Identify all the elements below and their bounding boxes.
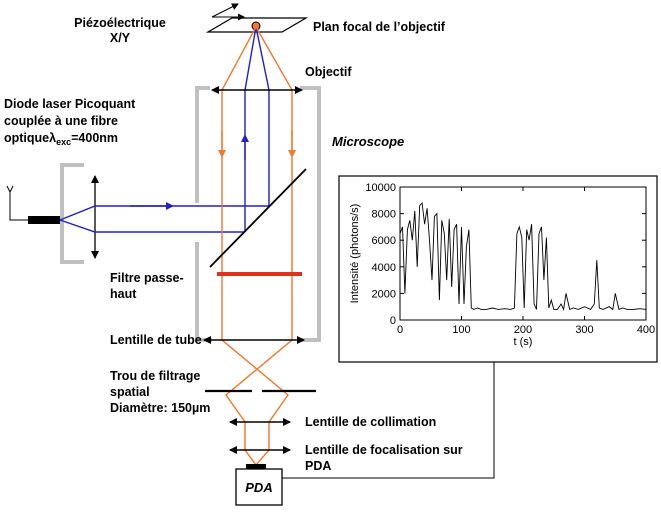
x-axis-label: t (s)	[513, 336, 533, 348]
pinhole-label-line1: Trou de filtrage	[110, 369, 201, 383]
diode-label-line3: optiqueλ$_{exc}$=400nm	[4, 131, 119, 147]
x-tick-label: 400	[636, 324, 656, 336]
objective-label: Objectif	[305, 65, 352, 79]
y-tick-label: 0	[389, 315, 396, 327]
x-tick-label: 200	[513, 324, 533, 336]
intensity-trace-panel	[339, 176, 657, 362]
filter-label-line2: haut	[110, 287, 137, 301]
fiber-coupler-housing	[62, 165, 84, 262]
y-tick-label: 8000	[371, 208, 396, 221]
y-tick-label: 2000	[371, 288, 396, 301]
x-tick-label: 100	[452, 324, 471, 336]
focusing-lens-label-line2: PDA	[305, 459, 332, 473]
focusing-lens-label-line1: Lentille de focalisation sur	[305, 443, 463, 457]
y-axis-label: Intensité (photons/s)	[349, 203, 361, 304]
emission-beam	[222, 27, 292, 465]
x-tick-label: 300	[575, 324, 594, 336]
y-tick-label: 10000	[365, 182, 396, 194]
focal-plane-label: Plan focal de l’objectif	[313, 20, 445, 34]
y-tick-label: 4000	[371, 261, 396, 274]
microscope-housing	[197, 88, 319, 340]
pda-detector	[236, 464, 282, 505]
pinhole-label-line2: spatial	[110, 385, 150, 399]
diode-label-line2: couplée à une fibre	[4, 114, 118, 128]
pinhole-label-line3: Diamètre: 150µm	[110, 401, 211, 415]
piezo-label-line1: Piézoélectrique	[74, 16, 166, 30]
pda-label: PDA	[245, 480, 273, 495]
y-tick-label: 6000	[371, 235, 396, 248]
diode-label-line1: Diode laser Picoquant	[4, 97, 136, 111]
tube-lens-label: Lentille de tube	[110, 333, 202, 347]
laser-beam	[60, 27, 269, 232]
collimation-lens-label: Lentille de collimation	[305, 415, 437, 429]
optical-fiber	[7, 186, 60, 224]
microscope-label: Microscope	[332, 134, 405, 149]
x-tick-label: 0	[396, 324, 404, 336]
filter-label-line1: Filtre passe-	[110, 271, 184, 285]
piezo-label-line2: X/Y	[109, 31, 131, 45]
